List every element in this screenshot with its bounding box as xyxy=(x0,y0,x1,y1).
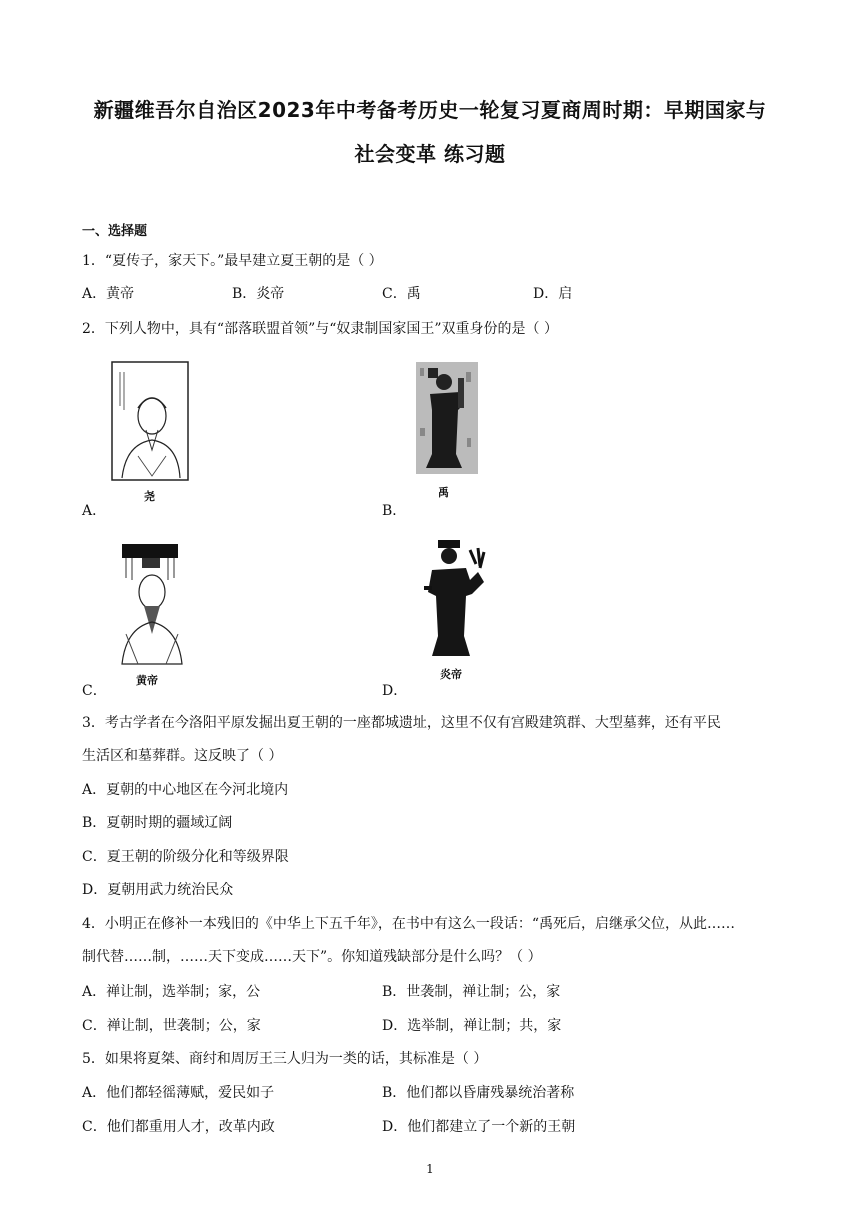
q4-option-d: D．选举制，禅让制；共，家 xyxy=(382,1018,562,1034)
q4-option-a: A．禅让制，选举制；家，公 xyxy=(82,984,261,1000)
q4-option-b: B．世袭制，禅让制；公，家 xyxy=(382,984,561,1000)
q3-stem-line-1: 3．考古学者在今洛阳平原发掘出夏王朝的一座都城遗址，这里不仅有宫殿建筑群、大型墓葬，还有平民 xyxy=(82,715,721,731)
q2-stem: 2．下列人物中，具有“部落联盟首领”与“奴隶制国家国王”双重身份的是（ ） xyxy=(82,321,558,337)
portrait-yao-image xyxy=(108,358,192,508)
caption-yao: 尧 xyxy=(144,490,155,503)
q5-stem: 5．如果将夏桀、商纣和周厉王三人归为一类的话，其标准是（ ） xyxy=(82,1051,488,1067)
q3-option-d: D．夏朝用武力统治民众 xyxy=(82,882,234,898)
q5-option-c: C．他们都重用人才，改革内政 xyxy=(82,1119,275,1135)
q2-option-d: D． xyxy=(382,683,408,699)
page-number: 1 xyxy=(426,1162,434,1176)
q4-stem-line-1: 4．小明正在修补一本残旧的《中华上下五千年》，在书中有这么一段话：“禹死后，启继承父位，从此…… xyxy=(82,916,736,932)
q3-option-b: B．夏朝时期的疆域辽阔 xyxy=(82,815,233,831)
portrait-yandi-image xyxy=(418,536,492,686)
section-heading: 一、选择题 xyxy=(82,224,148,239)
q5-option-a: A．他们都轻徭薄赋，爱民如子 xyxy=(82,1085,275,1101)
q2-option-b: B． xyxy=(382,503,407,519)
document-title xyxy=(60,88,800,176)
caption-yandi: 炎帝 xyxy=(440,668,462,681)
q5-option-b: B．他们都以昏庸残暴统治著称 xyxy=(382,1085,575,1101)
q2-option-a: A． xyxy=(82,503,107,519)
portrait-yu-image xyxy=(412,358,482,506)
title-line-2: 社会变革 练习题 xyxy=(354,142,506,166)
q1-stem: 1．“夏传子，家天下。”最早建立夏王朝的是（ ） xyxy=(82,253,383,269)
caption-yu: 禹 xyxy=(438,486,449,499)
q1-option-a: A．黄帝 xyxy=(82,286,135,302)
portrait-huangdi-image xyxy=(112,534,192,690)
q2-option-c: C． xyxy=(82,683,107,699)
q3-stem-line-2: 生活区和墓葬群。这反映了（ ） xyxy=(82,748,283,764)
q1-option-b: B．炎帝 xyxy=(232,286,285,302)
q3-option-a: A．夏朝的中心地区在今河北境内 xyxy=(82,782,289,798)
q5-option-d: D．他们都建立了一个新的王朝 xyxy=(382,1119,576,1135)
q3-option-c: C．夏王朝的阶级分化和等级界限 xyxy=(82,849,289,865)
q4-option-c: C．禅让制，世袭制；公，家 xyxy=(82,1018,261,1034)
title-line-1: 新疆维吾尔自治区2023年中考备考历史一轮复习夏商周时期：早期国家与 xyxy=(93,98,767,122)
q1-option-d: D．启 xyxy=(533,286,573,302)
caption-huangdi: 黄帝 xyxy=(136,674,158,687)
q4-stem-line-2: 制代替……制，……天下变成……天下”。你知道残缺部分是什么吗？（ ） xyxy=(82,949,542,965)
q1-option-c: C．禹 xyxy=(382,286,421,302)
